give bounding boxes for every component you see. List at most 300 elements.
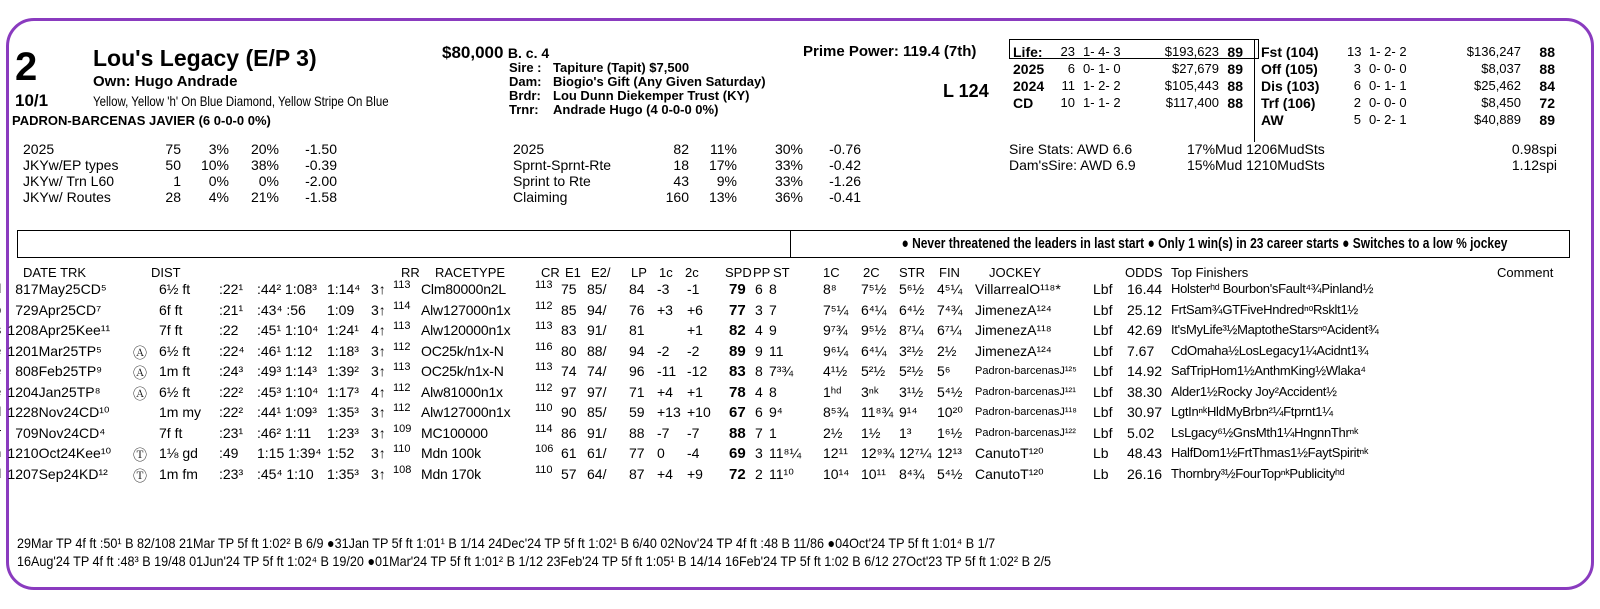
stat-starts: 28 bbox=[165, 189, 181, 205]
trip-comment bbox=[0, 384, 1, 399]
speed-figure: 69 bbox=[729, 445, 746, 462]
race-rating: 113 bbox=[393, 320, 411, 332]
race-type: Clm80000n2L bbox=[421, 281, 506, 297]
race-type: Alw81000n1x bbox=[421, 383, 503, 400]
age-restriction: 3↑ bbox=[371, 465, 386, 482]
surface-icon: Ⓐ bbox=[133, 365, 147, 381]
age-restriction: 4↑ bbox=[371, 322, 386, 338]
record-record: 0- 0- 0 bbox=[1369, 61, 1407, 76]
field-size: 12 bbox=[7, 322, 23, 338]
age-restriction: 3↑ bbox=[371, 424, 386, 441]
final-time: 1:35³ bbox=[327, 465, 359, 482]
prime-power: Prime Power: 119.4 (7th) bbox=[803, 43, 977, 60]
distance: 1m fm bbox=[159, 465, 198, 482]
header-fin: FIN bbox=[939, 265, 960, 280]
stat-itm-pct: 30% bbox=[774, 141, 803, 157]
finish-position: 7⁴¾ bbox=[937, 301, 963, 318]
jockey: Padron-barcenasJ¹²⁵ bbox=[975, 365, 1077, 377]
class-rating: 113 bbox=[535, 279, 553, 291]
stat-category: JKYw/ Routes bbox=[23, 189, 111, 205]
record-record: 1- 2- 2 bbox=[1083, 78, 1121, 93]
field-size: 12 bbox=[7, 342, 23, 359]
odds: 42.69 bbox=[1127, 322, 1163, 338]
odds: 30.97 bbox=[1127, 404, 1163, 420]
morning-line-odds: 10/1 bbox=[15, 91, 49, 110]
stretch-call: 3¹½ bbox=[899, 383, 924, 400]
jockey: Padron-barcenasJ¹¹⁸ bbox=[975, 406, 1077, 418]
past-performance-card bbox=[6, 18, 1594, 590]
e1: 90 bbox=[561, 404, 577, 420]
divider bbox=[1254, 40, 1255, 142]
call-2: 6⁴¼ bbox=[861, 342, 887, 359]
record-record: 0- 1- 0 bbox=[1083, 61, 1121, 76]
class-rating: 112 bbox=[535, 381, 553, 394]
stats-row bbox=[23, 173, 337, 189]
age-restriction: 3↑ bbox=[371, 404, 386, 420]
field-size: 7 bbox=[15, 301, 23, 318]
record-row bbox=[1261, 111, 1555, 128]
sire-awd: Dam'sSire: AWD 6.9 bbox=[1009, 157, 1136, 173]
stat-starts: 1 bbox=[173, 173, 181, 189]
medication: Lbf bbox=[1093, 363, 1113, 379]
record-row bbox=[1013, 43, 1243, 60]
silks-description: Yellow, Yellow 'h' On Blue Diamond, Yellow Stripe On Blue bbox=[93, 93, 389, 109]
post-position: 3 bbox=[755, 445, 763, 461]
finish-position: 6⁷¼ bbox=[937, 322, 962, 338]
header-str: STR bbox=[899, 265, 925, 280]
speed-figure: 89 bbox=[729, 342, 746, 360]
finish-position: 5⁴½ bbox=[937, 383, 963, 400]
header-2c: 2c bbox=[685, 265, 699, 280]
speed-figure: 88 bbox=[729, 424, 746, 442]
age-restriction: 3↑ bbox=[371, 301, 386, 318]
e2: 85/ bbox=[587, 281, 607, 297]
age-restriction: 3↑ bbox=[371, 363, 386, 379]
surface-icon: Ⓣ bbox=[133, 447, 147, 463]
trip-comment bbox=[0, 281, 1, 296]
e1: 86 bbox=[561, 424, 577, 441]
frac-1: :21¹ bbox=[219, 301, 244, 318]
stat-itm-pct: 0% bbox=[258, 173, 279, 189]
stretch-call: 1³ bbox=[899, 424, 912, 441]
sire-label: Sire : bbox=[509, 60, 542, 75]
finish-position: 10²⁰ bbox=[937, 404, 963, 420]
top-finishers: CdOmaha½LosLegacy1¼Acidnt1¾ bbox=[1171, 342, 1369, 358]
trainer-stats bbox=[513, 141, 861, 205]
stretch-call: 8⁴¾ bbox=[899, 465, 925, 482]
race-rating: 114 bbox=[393, 299, 411, 312]
sire: Tapiture (Tapit) $7,500 bbox=[553, 60, 690, 75]
call-2: 3ⁿᵏ bbox=[861, 383, 879, 400]
record-row bbox=[1261, 43, 1555, 60]
record-earnings: $8,037 bbox=[1481, 61, 1521, 76]
finish-position: 5⁶ bbox=[937, 363, 951, 379]
distance: 1⅛ gd bbox=[159, 445, 198, 461]
top-finishers: SafTripHom1½AnthmKing½Wlaka⁴ bbox=[1171, 363, 1366, 378]
record-best: 72 bbox=[1539, 94, 1555, 111]
record-row bbox=[1013, 60, 1243, 77]
frac-2: :45³ 1:10⁴ bbox=[257, 383, 319, 400]
frac-2: :44² 1:08³ bbox=[257, 281, 317, 297]
race-type: Alw127000n1x bbox=[421, 301, 511, 318]
header-racetype: RACETYPE bbox=[435, 265, 506, 280]
speed-figure: 82 bbox=[729, 322, 746, 339]
record-row bbox=[1261, 94, 1555, 111]
sire-spi: 0.98spi bbox=[1511, 141, 1557, 157]
record-lbl: 2025 bbox=[1013, 60, 1045, 77]
start-position: 7³¾ bbox=[769, 363, 794, 379]
race-date: 10Oct24Kee¹⁰ bbox=[23, 445, 112, 461]
header-jockey: JOCKEY bbox=[989, 265, 1042, 280]
header-1c: 1C bbox=[823, 265, 840, 280]
breeder: Lou Dunn Diekemper Trust (KY) bbox=[553, 88, 750, 103]
late-pace: 96 bbox=[629, 363, 645, 379]
class-rating: 116 bbox=[535, 340, 553, 353]
odds: 5.02 bbox=[1127, 424, 1155, 441]
sire-awd: Sire Stats: AWD 6.6 bbox=[1009, 141, 1133, 157]
stat-starts: 160 bbox=[665, 189, 689, 205]
frac-2: :45¹ 1:10⁴ bbox=[257, 322, 319, 338]
stat-win-pct: 10% bbox=[200, 157, 229, 173]
late-pace: 76 bbox=[629, 301, 645, 318]
race-type: Alw127000n1x bbox=[421, 404, 511, 420]
speed-figure: 79 bbox=[729, 281, 746, 298]
frac-1: :22¹ bbox=[219, 281, 244, 297]
pace-2c: +1 bbox=[687, 322, 703, 338]
workouts bbox=[17, 534, 1166, 570]
record-lbl: AW bbox=[1261, 111, 1284, 128]
age-restriction: 3↑ bbox=[371, 281, 386, 297]
stat-win-pct: 9% bbox=[716, 173, 737, 189]
sire-stats-row bbox=[1009, 157, 1557, 173]
race-date: 08Feb25TP⁹ bbox=[23, 363, 103, 379]
stats-row bbox=[513, 173, 861, 189]
race-rating: 112 bbox=[393, 340, 411, 353]
stretch-call: 5⁶½ bbox=[899, 281, 925, 297]
race-rating: 112 bbox=[393, 402, 411, 414]
distance: 6½ ft bbox=[159, 342, 191, 359]
record-starts: 13 bbox=[1347, 44, 1362, 59]
start-position: 8 bbox=[769, 281, 777, 297]
call-1: 8⁸ bbox=[823, 281, 837, 297]
class-rating: 112 bbox=[535, 299, 553, 312]
jockey: Padron-barcenasJ¹²² bbox=[975, 426, 1076, 439]
stat-starts: 82 bbox=[673, 141, 689, 157]
late-pace: 84 bbox=[629, 281, 645, 297]
field-size: 7 bbox=[15, 424, 23, 441]
stat-starts: 50 bbox=[165, 157, 181, 173]
field-size: 8 bbox=[15, 363, 23, 379]
dam: Biogio's Gift (Any Given Saturday) bbox=[553, 74, 766, 89]
finish-position: 2½ bbox=[937, 342, 957, 359]
pace-1c: -3 bbox=[657, 281, 670, 297]
surface-icon: Ⓐ bbox=[133, 344, 147, 361]
age-restriction: 4↑ bbox=[371, 383, 386, 400]
final-time: 1:23³ bbox=[327, 424, 359, 441]
breeder-label: Brdr: bbox=[509, 88, 541, 103]
record-row bbox=[1261, 77, 1555, 94]
post-position: 7 bbox=[755, 424, 763, 441]
header-spd: SPD bbox=[725, 265, 752, 280]
record-earnings: $8,450 bbox=[1481, 95, 1521, 110]
e2: 88/ bbox=[587, 342, 607, 359]
stat-category: 2025 bbox=[23, 141, 55, 157]
distance: 6½ ft bbox=[159, 383, 191, 400]
trip-comment bbox=[0, 343, 1, 358]
pace-1c: -11 bbox=[657, 363, 677, 379]
call-2: 9⁵½ bbox=[861, 322, 887, 338]
stat-roi: -0.41 bbox=[829, 189, 861, 205]
start-position: 11⁸¼ bbox=[769, 445, 802, 461]
header-odds: ODDS bbox=[1125, 265, 1163, 280]
stat-roi: -2.00 bbox=[305, 173, 337, 189]
race-date: 07Sep24KD¹² bbox=[23, 465, 108, 482]
late-pace: 59 bbox=[629, 404, 645, 420]
record-row bbox=[1261, 60, 1555, 77]
header-2c: 2C bbox=[863, 265, 880, 280]
stat-itm-pct: 33% bbox=[774, 157, 803, 173]
top-finishers: It'sMyLife³½MaptotheStarsⁿᵒAcident¾ bbox=[1171, 322, 1379, 337]
record-earnings: $136,247 bbox=[1466, 44, 1521, 59]
stat-category: 2025 bbox=[513, 141, 545, 157]
record-best: 88 bbox=[1539, 43, 1555, 60]
jockey-name[interactable]: PADRON-BARCENAS JAVIER (6 0-0-0 0%) bbox=[12, 113, 271, 128]
stat-roi: -1.50 bbox=[305, 141, 337, 157]
stat-roi: -1.58 bbox=[305, 189, 337, 205]
surface-records bbox=[1261, 43, 1555, 128]
frac-2: :43⁴ :56 bbox=[257, 301, 306, 318]
post-position: 4 bbox=[755, 322, 763, 338]
call-1: 2½ bbox=[823, 424, 843, 441]
record-row bbox=[1013, 77, 1243, 94]
stat-itm-pct: 33% bbox=[774, 173, 803, 189]
frac-1: :22² bbox=[219, 383, 244, 400]
life-records bbox=[1013, 43, 1243, 111]
stats-row bbox=[513, 157, 861, 173]
stats-row bbox=[513, 189, 861, 205]
final-time: 1:09 bbox=[327, 301, 355, 318]
race-rating: 113 bbox=[393, 279, 411, 291]
stat-roi: -0.76 bbox=[829, 141, 861, 157]
e1: 75 bbox=[561, 281, 577, 297]
age-restriction: 3↑ bbox=[371, 342, 386, 359]
call-2: 12⁹¾ bbox=[861, 445, 895, 461]
medication: Lbf bbox=[1093, 342, 1113, 359]
call-1: 9⁷¾ bbox=[823, 322, 848, 338]
jockey: VillarrealO¹¹⁸* bbox=[975, 281, 1061, 297]
record-starts: 10 bbox=[1060, 95, 1075, 110]
frac-1: :23¹ bbox=[219, 424, 244, 441]
call-1: 9⁶¼ bbox=[823, 342, 849, 359]
stat-win-pct: 11% bbox=[710, 141, 737, 157]
stat-category: Sprnt-Sprnt-Rte bbox=[513, 157, 612, 173]
odds: 38.30 bbox=[1127, 383, 1163, 400]
start-position: 9⁴ bbox=[769, 404, 783, 420]
speed-figure: 77 bbox=[729, 301, 746, 319]
record-starts: 5 bbox=[1353, 112, 1361, 127]
record-best: 88 bbox=[1539, 60, 1555, 77]
trip-comment bbox=[0, 404, 1, 419]
stats-row bbox=[513, 141, 861, 157]
e1: 80 bbox=[561, 342, 577, 359]
jockey: Padron-barcenasJ¹²¹ bbox=[975, 385, 1076, 398]
field-size: 8 bbox=[15, 281, 23, 297]
header-lp: LP bbox=[631, 265, 647, 280]
trip-comment bbox=[0, 445, 1, 460]
jockey: CanutoT¹²⁰ bbox=[975, 445, 1044, 461]
record-lbl: 2024 bbox=[1013, 77, 1045, 94]
e2: 74/ bbox=[587, 363, 607, 379]
stats-row bbox=[23, 157, 337, 173]
record-record: 1- 2- 2 bbox=[1369, 44, 1407, 59]
record-starts: 11 bbox=[1061, 78, 1075, 93]
stats-row bbox=[23, 189, 337, 205]
late-pace: 81 bbox=[629, 322, 645, 338]
stretch-call: 6⁴½ bbox=[899, 301, 925, 318]
horse-name[interactable]: Lou's Legacy (E/P 3) bbox=[93, 45, 317, 71]
stat-win-pct: 17% bbox=[708, 157, 737, 173]
record-row bbox=[1013, 94, 1243, 111]
late-pace: 88 bbox=[629, 424, 645, 441]
odds: 16.44 bbox=[1127, 281, 1163, 297]
race-rating: 112 bbox=[393, 381, 411, 394]
distance: 7f ft bbox=[159, 322, 183, 338]
jockey: JimenezA¹²⁴ bbox=[975, 301, 1052, 318]
e2: 91/ bbox=[587, 424, 607, 441]
stretch-call: 9¹⁴ bbox=[899, 404, 918, 420]
header-1c: 1c bbox=[659, 265, 673, 280]
medication: Lbf bbox=[1093, 301, 1113, 318]
record-starts: 6 bbox=[1067, 61, 1075, 76]
sire-mud: 15%Mud 1210MudSts bbox=[1187, 157, 1325, 173]
post-position: 2 bbox=[755, 465, 763, 482]
comment-text: ● Never threatened the leaders in last start ● Only 1 win(s) in 23 career starts ● Switches to a low % jockey bbox=[901, 235, 1507, 252]
stretch-call: 8⁷¼ bbox=[899, 322, 924, 338]
frac-2: :45⁴ 1:10 bbox=[257, 465, 314, 482]
handicapping-comments bbox=[17, 230, 1570, 258]
record-best: 88 bbox=[1227, 94, 1243, 111]
final-time: 1:35³ bbox=[327, 404, 359, 420]
start-position: 11 bbox=[769, 342, 784, 359]
workouts-line-1: 29Mar TP 4f ft :50¹ B 82/108 21Mar TP 5f ft 1:02² B 6/9 ●31Jan TP 5f ft 1:01¹ B 1/14 24Dec'24 TP 5f ft 1:02¹ B 6/40 02Nov'24 TP 4f ft :48 B 11/86 ●04Oct'24 TP 5f ft 1:01⁴ B 1/7 bbox=[17, 535, 996, 551]
pace-1c: +4 bbox=[657, 383, 673, 400]
late-pace: 87 bbox=[629, 465, 645, 482]
pedigree bbox=[509, 61, 766, 117]
record-record: 1- 4- 3 bbox=[1083, 44, 1121, 59]
field-size: 12 bbox=[7, 404, 23, 420]
weight: L 124 bbox=[943, 81, 989, 101]
header-dist: DIST bbox=[151, 265, 181, 280]
pace-2c: +1 bbox=[687, 383, 703, 400]
medication: Lbf bbox=[1093, 404, 1113, 420]
race-date: 09Nov24CD⁴ bbox=[23, 424, 106, 441]
header-e1: E1 bbox=[565, 265, 581, 280]
trip-comment bbox=[0, 425, 1, 440]
call-2: 10¹¹ bbox=[861, 465, 886, 482]
class-rating: 113 bbox=[535, 361, 553, 373]
stat-category: JKYw/EP types bbox=[23, 157, 119, 173]
stat-win-pct: 0% bbox=[208, 173, 229, 189]
owner: Own: Hugo Andrade bbox=[93, 73, 238, 90]
e2: 91/ bbox=[587, 322, 607, 338]
stat-starts: 18 bbox=[673, 157, 689, 173]
record-starts: 3 bbox=[1353, 61, 1361, 76]
post-position: 9 bbox=[755, 342, 763, 359]
distance: 7f ft bbox=[159, 424, 183, 441]
e1: 61 bbox=[561, 445, 577, 461]
call-2: 1½ bbox=[861, 424, 881, 441]
trip-comment bbox=[0, 363, 1, 378]
stat-category: Sprint to Rte bbox=[513, 173, 591, 189]
e1: 57 bbox=[561, 465, 577, 482]
record-earnings: $105,443 bbox=[1164, 78, 1219, 93]
final-time: 1:14⁴ bbox=[327, 281, 361, 297]
distance: 1m my bbox=[159, 404, 201, 420]
sire-spi: 1.12spi bbox=[1511, 157, 1557, 173]
field-size: 12 bbox=[7, 383, 23, 400]
e2: 85/ bbox=[587, 404, 607, 420]
stat-win-pct: 4% bbox=[208, 189, 229, 205]
record-record: 0- 2- 1 bbox=[1369, 112, 1407, 127]
frac-1: :22⁴ bbox=[219, 342, 245, 359]
pace-2c: +9 bbox=[687, 465, 703, 482]
final-time: 1:52 bbox=[327, 445, 355, 461]
race-date: 08Apr25Kee¹¹ bbox=[23, 322, 111, 338]
class-rating: 114 bbox=[535, 422, 553, 435]
race-type: Mdn 170k bbox=[421, 465, 481, 482]
call-2: 7⁵½ bbox=[861, 281, 887, 297]
finish-position: 4⁵¼ bbox=[937, 281, 963, 297]
record-record: 1- 1- 2 bbox=[1083, 95, 1121, 110]
sire-stats-row bbox=[1009, 141, 1557, 157]
claim-price: $80,000 bbox=[442, 43, 504, 62]
frac-1: :22² bbox=[219, 404, 244, 420]
final-time: 1:39² bbox=[327, 363, 359, 379]
header-e2-: E2/ bbox=[591, 265, 611, 280]
pace-1c: -7 bbox=[657, 424, 670, 441]
jockey-stats bbox=[23, 141, 337, 205]
pace-2c: -12 bbox=[687, 363, 708, 379]
e2: 97/ bbox=[587, 383, 607, 400]
pace-1c: +13 bbox=[657, 404, 681, 420]
stat-category: Claiming bbox=[513, 189, 568, 205]
record-starts: 6 bbox=[1353, 78, 1361, 93]
race-date: 17May25CD⁵ bbox=[23, 281, 107, 297]
race-type: MC100000 bbox=[421, 424, 488, 441]
medication: Lb bbox=[1093, 445, 1109, 461]
start-position: 1 bbox=[769, 424, 777, 441]
stat-itm-pct: 36% bbox=[774, 189, 803, 205]
sex-age: B. c. 4 bbox=[507, 45, 550, 61]
record-lbl: CD bbox=[1013, 94, 1034, 111]
race-type: OC25k/n1x-N bbox=[421, 342, 504, 359]
post-position: 4 bbox=[755, 383, 763, 400]
record-lbl: Off (105) bbox=[1261, 60, 1318, 77]
pace-1c: +3 bbox=[657, 301, 673, 318]
record-earnings: $193,623 bbox=[1164, 44, 1219, 59]
top-finishers: Thornbry³½FourTopⁿᵏPublicityʰᵈ bbox=[1171, 465, 1345, 481]
record-record: 0- 0- 0 bbox=[1369, 95, 1407, 110]
e1: 97 bbox=[561, 383, 577, 400]
frac-2: :46² 1:11 bbox=[257, 424, 312, 441]
race-type: Alw120000n1x bbox=[421, 322, 511, 338]
odds: 26.16 bbox=[1127, 465, 1163, 482]
call-2: 11⁸¾ bbox=[861, 404, 894, 420]
distance: 1m ft bbox=[159, 363, 191, 379]
frac-1: :22 bbox=[219, 322, 239, 338]
header-pp: PP bbox=[753, 265, 771, 280]
distance: 6f ft bbox=[159, 301, 183, 318]
